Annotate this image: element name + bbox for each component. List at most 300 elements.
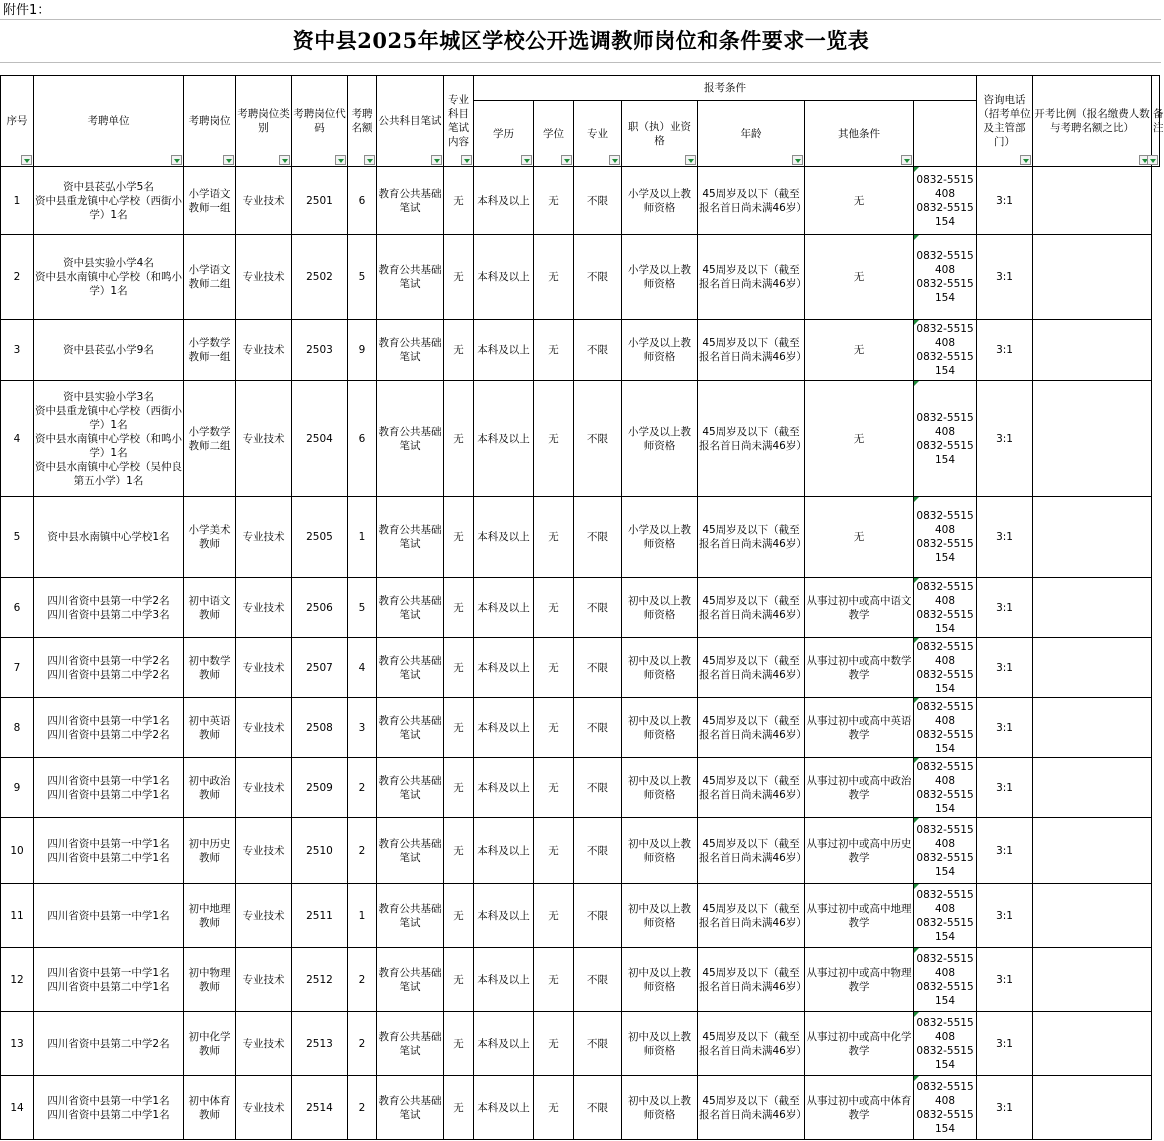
table-row xyxy=(1,884,1160,948)
cell-ratio[interactable]: 3:1 xyxy=(977,698,1033,758)
table-row xyxy=(1,948,1160,1012)
cell-education[interactable]: 本科及以上 xyxy=(474,818,534,884)
cell-degree[interactable]: 无 xyxy=(534,698,574,758)
cell-other[interactable]: 无 xyxy=(805,167,914,235)
cell-special-exam[interactable]: 无 xyxy=(444,320,474,381)
cell-code[interactable]: 2512 xyxy=(292,948,348,1012)
cell-major[interactable]: 不限 xyxy=(574,167,622,235)
cell-ratio[interactable]: 3:1 xyxy=(977,758,1033,818)
table-row xyxy=(1,578,1160,638)
cell-ratio[interactable]: 3:1 xyxy=(977,167,1033,235)
cell-seq[interactable]: 11 xyxy=(1,884,34,948)
cell-code[interactable]: 2513 xyxy=(292,1012,348,1076)
cell-title-qual[interactable]: 小学及以上教师资格 xyxy=(622,381,698,497)
filter-dropdown-icon[interactable] xyxy=(685,155,696,165)
cell-special-exam[interactable]: 无 xyxy=(444,1076,474,1140)
cell-major[interactable]: 不限 xyxy=(574,235,622,320)
cell-major[interactable]: 不限 xyxy=(574,497,622,578)
cell-remark[interactable] xyxy=(1033,1076,1152,1140)
cell-remark[interactable] xyxy=(1033,167,1152,235)
cell-phone[interactable]: 0832-5515408 0832-5515154 xyxy=(914,698,977,758)
cell-other[interactable]: 从事过初中或高中历史教学 xyxy=(805,818,914,884)
cell-education[interactable]: 本科及以上 xyxy=(474,638,534,698)
filter-dropdown-icon[interactable] xyxy=(461,155,472,165)
filter-dropdown-icon[interactable] xyxy=(21,155,32,165)
cell-age[interactable]: 45周岁及以下（截至报名首日尚未满46岁） xyxy=(698,884,805,948)
header-education[interactable] xyxy=(474,101,534,167)
header-post-label: 考聘岗位 xyxy=(188,115,231,127)
filter-dropdown-icon[interactable] xyxy=(792,155,803,165)
filter-dropdown-icon[interactable] xyxy=(1020,155,1031,165)
table-row xyxy=(1,818,1160,884)
cell-quota[interactable]: 2 xyxy=(348,758,377,818)
cell-phone[interactable]: 0832-5515408 0832-5515154 xyxy=(914,578,977,638)
cell-seq[interactable]: 1 xyxy=(1,167,34,235)
header-quota[interactable] xyxy=(348,76,377,167)
table-row xyxy=(1,1012,1160,1076)
cell-degree[interactable]: 无 xyxy=(534,818,574,884)
cell-remark[interactable] xyxy=(1033,818,1152,884)
cell-other[interactable]: 无 xyxy=(805,381,914,497)
cell-quota[interactable]: 6 xyxy=(348,381,377,497)
cell-ratio[interactable]: 3:1 xyxy=(977,638,1033,698)
cell-other[interactable]: 从事过初中或高中地理教学 xyxy=(805,884,914,948)
cell-phone[interactable]: 0832-5515408 0832-5515154 xyxy=(914,638,977,698)
cell-code[interactable]: 2501 xyxy=(292,167,348,235)
cell-remark[interactable] xyxy=(1033,698,1152,758)
cell-other[interactable]: 无 xyxy=(805,320,914,381)
cell-public-exam[interactable]: 教育公共基础笔试 xyxy=(377,167,444,235)
cell-category[interactable]: 专业技术 xyxy=(236,884,292,948)
filter-dropdown-icon[interactable] xyxy=(521,155,532,165)
filter-dropdown-icon[interactable] xyxy=(1147,155,1158,165)
cell-ratio[interactable]: 3:1 xyxy=(977,1012,1033,1076)
filter-dropdown-icon[interactable] xyxy=(335,155,346,165)
header-remark-label: 备注 xyxy=(1153,108,1164,134)
header-post[interactable] xyxy=(184,76,236,167)
cell-title-qual[interactable]: 初中及以上教师资格 xyxy=(622,758,698,818)
cell-unit[interactable]: 四川省资中县第二中学2名 xyxy=(34,1012,184,1076)
cell-category[interactable]: 专业技术 xyxy=(236,948,292,1012)
cell-special-exam[interactable]: 无 xyxy=(444,884,474,948)
cell-post[interactable]: 小学语文教师二组 xyxy=(184,235,236,320)
cell-major[interactable]: 不限 xyxy=(574,1076,622,1140)
header-public-exam[interactable] xyxy=(377,76,444,167)
cell-education[interactable]: 本科及以上 xyxy=(474,1012,534,1076)
header-major-label: 专业 xyxy=(587,127,608,140)
cell-age[interactable]: 45周岁及以下（截至报名首日尚未满46岁） xyxy=(698,948,805,1012)
cell-post[interactable]: 初中英语教师 xyxy=(184,698,236,758)
cell-major[interactable]: 不限 xyxy=(574,948,622,1012)
cell-category[interactable]: 专业技术 xyxy=(236,235,292,320)
cell-seq[interactable]: 9 xyxy=(1,758,34,818)
attachment-label: 附件1： xyxy=(3,3,51,18)
cell-post[interactable]: 初中化学教师 xyxy=(184,1012,236,1076)
cell-post[interactable]: 初中政治教师 xyxy=(184,758,236,818)
cell-special-exam[interactable]: 无 xyxy=(444,818,474,884)
header-category[interactable] xyxy=(236,76,292,167)
cell-other[interactable]: 无 xyxy=(805,235,914,320)
cell-degree[interactable]: 无 xyxy=(534,948,574,1012)
cell-remark[interactable] xyxy=(1033,497,1152,578)
cell-code[interactable]: 2503 xyxy=(292,320,348,381)
cell-code[interactable]: 2507 xyxy=(292,638,348,698)
header-code-label: 考聘岗位代码 xyxy=(293,108,346,134)
header-title-qual-label: 职（执）业资格 xyxy=(628,120,691,147)
cell-age[interactable]: 45周岁及以下（截至报名首日尚未满46岁） xyxy=(698,320,805,381)
cell-major[interactable]: 不限 xyxy=(574,638,622,698)
cell-unit[interactable]: 四川省资中县第一中学1名 四川省资中县第二中学1名 xyxy=(34,818,184,884)
header-seq[interactable] xyxy=(1,76,34,167)
cell-code[interactable]: 2510 xyxy=(292,818,348,884)
cell-education[interactable]: 本科及以上 xyxy=(474,497,534,578)
table-row xyxy=(1,320,1160,381)
cell-title-qual[interactable]: 小学及以上教师资格 xyxy=(622,167,698,235)
cell-phone[interactable]: 0832-5515408 0832-5515154 xyxy=(914,320,977,381)
cell-category[interactable]: 专业技术 xyxy=(236,381,292,497)
cell-unit[interactable]: 四川省资中县第一中学1名 xyxy=(34,884,184,948)
cell-age[interactable]: 45周岁及以下（截至报名首日尚未满46岁） xyxy=(698,1076,805,1140)
table-row xyxy=(1,235,1160,320)
cell-ratio[interactable]: 3:1 xyxy=(977,578,1033,638)
cell-degree[interactable]: 无 xyxy=(534,884,574,948)
cell-code[interactable]: 2506 xyxy=(292,578,348,638)
cell-unit[interactable]: 资中县实验小学3名 资中县重龙镇中心学校（西街小学）1名 资中县水南镇中心学校（和鸣小学）1名 资中县水南镇中心学校（吴仲良第五小学）1名 xyxy=(34,381,184,497)
cell-seq[interactable]: 7 xyxy=(1,638,34,698)
header-remark[interactable] xyxy=(1152,76,1164,167)
header-quota-label: 考聘名额 xyxy=(351,108,373,134)
cell-major[interactable]: 不限 xyxy=(574,758,622,818)
cell-quota[interactable]: 5 xyxy=(348,578,377,638)
cell-seq[interactable]: 12 xyxy=(1,948,34,1012)
cell-education[interactable]: 本科及以上 xyxy=(474,758,534,818)
cell-ratio[interactable]: 3:1 xyxy=(977,320,1033,381)
cell-quota[interactable]: 3 xyxy=(348,698,377,758)
cell-phone[interactable]: 0832-5515408 0832-5515154 xyxy=(914,497,977,578)
cell-ratio[interactable]: 3:1 xyxy=(977,948,1033,1012)
cell-phone[interactable]: 0832-5515408 0832-5515154 xyxy=(914,758,977,818)
cell-unit[interactable]: 资中县苌弘小学9名 xyxy=(34,320,184,381)
cell-remark[interactable] xyxy=(1033,948,1152,1012)
cell-remark[interactable] xyxy=(1033,578,1152,638)
table-row xyxy=(1,758,1160,818)
cell-unit[interactable]: 四川省资中县第一中学2名 四川省资中县第二中学2名 xyxy=(34,638,184,698)
cell-post[interactable]: 初中地理教师 xyxy=(184,884,236,948)
cell-public-exam[interactable]: 教育公共基础笔试 xyxy=(377,758,444,818)
cell-age[interactable]: 45周岁及以下（截至报名首日尚未满46岁） xyxy=(698,638,805,698)
cell-quota[interactable]: 1 xyxy=(348,884,377,948)
header-code[interactable] xyxy=(292,76,348,167)
filter-dropdown-icon[interactable] xyxy=(561,155,572,165)
cell-phone[interactable]: 0832-5515408 0832-5515154 xyxy=(914,818,977,884)
cell-degree[interactable]: 无 xyxy=(534,320,574,381)
cell-ratio[interactable]: 3:1 xyxy=(977,497,1033,578)
header-special-exam-label: 专业科目笔试内容 xyxy=(448,94,469,148)
cell-category[interactable]: 专业技术 xyxy=(236,497,292,578)
cell-title-qual[interactable]: 初中及以上教师资格 xyxy=(622,948,698,1012)
header-title-qual[interactable] xyxy=(622,101,698,167)
header-phone[interactable] xyxy=(977,76,1033,167)
cell-special-exam[interactable]: 无 xyxy=(444,1012,474,1076)
cell-unit[interactable]: 四川省资中县第一中学1名 四川省资中县第二中学2名 xyxy=(34,698,184,758)
cell-code[interactable]: 2504 xyxy=(292,381,348,497)
cell-degree[interactable]: 无 xyxy=(534,381,574,497)
header-unit[interactable] xyxy=(34,76,184,167)
cell-major[interactable]: 不限 xyxy=(574,381,622,497)
cell-quota[interactable]: 9 xyxy=(348,320,377,381)
cell-seq[interactable]: 5 xyxy=(1,497,34,578)
cell-public-exam[interactable]: 教育公共基础笔试 xyxy=(377,381,444,497)
header-conditions[interactable]: 报考条件 xyxy=(474,76,977,101)
header-major[interactable] xyxy=(574,101,622,167)
cell-other[interactable]: 无 xyxy=(805,497,914,578)
cell-degree[interactable]: 无 xyxy=(534,497,574,578)
cell-education[interactable]: 本科及以上 xyxy=(474,235,534,320)
header-other[interactable] xyxy=(805,101,914,167)
cell-education[interactable]: 本科及以上 xyxy=(474,884,534,948)
cell-title-qual[interactable]: 小学及以上教师资格 xyxy=(622,235,698,320)
cell-code[interactable]: 2505 xyxy=(292,497,348,578)
cell-public-exam[interactable]: 教育公共基础笔试 xyxy=(377,497,444,578)
cell-special-exam[interactable]: 无 xyxy=(444,381,474,497)
cell-major[interactable]: 不限 xyxy=(574,320,622,381)
cell-education[interactable]: 本科及以上 xyxy=(474,948,534,1012)
cell-degree[interactable]: 无 xyxy=(534,638,574,698)
cell-age[interactable]: 45周岁及以下（截至报名首日尚未满46岁） xyxy=(698,758,805,818)
header-public-exam-label: 公共科目笔试 xyxy=(378,115,442,127)
cell-public-exam[interactable]: 教育公共基础笔试 xyxy=(377,818,444,884)
cell-age[interactable]: 45周岁及以下（截至报名首日尚未满46岁） xyxy=(698,235,805,320)
cell-ratio[interactable]: 3:1 xyxy=(977,235,1033,320)
cell-unit[interactable]: 资中县实验小学4名 资中县水南镇中心学校（和鸣小学）1名 xyxy=(34,235,184,320)
cell-age[interactable]: 45周岁及以下（截至报名首日尚未满46岁） xyxy=(698,381,805,497)
cell-code[interactable]: 2508 xyxy=(292,698,348,758)
cell-public-exam[interactable]: 教育公共基础笔试 xyxy=(377,948,444,1012)
positions-table xyxy=(0,75,1164,1140)
cell-public-exam[interactable]: 教育公共基础笔试 xyxy=(377,1012,444,1076)
cell-unit[interactable]: 资中县苌弘小学5名 资中县重龙镇中心学校（西街小学）1名 xyxy=(34,167,184,235)
cell-major[interactable]: 不限 xyxy=(574,698,622,758)
cell-code[interactable]: 2514 xyxy=(292,1076,348,1140)
cell-code[interactable]: 2511 xyxy=(292,884,348,948)
cell-post[interactable]: 初中体育教师 xyxy=(184,1076,236,1140)
cell-title-qual[interactable]: 初中及以上教师资格 xyxy=(622,578,698,638)
cell-ratio[interactable]: 3:1 xyxy=(977,381,1033,497)
cell-ratio[interactable]: 3:1 xyxy=(977,818,1033,884)
table-row xyxy=(1,167,1160,235)
cell-seq[interactable]: 3 xyxy=(1,320,34,381)
cell-special-exam[interactable]: 无 xyxy=(444,638,474,698)
cell-post[interactable]: 初中历史教师 xyxy=(184,818,236,884)
cell-post[interactable]: 小学数学教师二组 xyxy=(184,381,236,497)
header-ratio[interactable] xyxy=(1033,76,1152,167)
cell-quota[interactable]: 2 xyxy=(348,1012,377,1076)
cell-category[interactable]: 专业技术 xyxy=(236,1012,292,1076)
cell-other[interactable]: 从事过初中或高中政治教学 xyxy=(805,758,914,818)
cell-age[interactable]: 45周岁及以下（截至报名首日尚未满46岁） xyxy=(698,167,805,235)
cell-unit[interactable]: 资中县水南镇中心学校1名 xyxy=(34,497,184,578)
cell-seq[interactable]: 14 xyxy=(1,1076,34,1140)
filter-dropdown-icon[interactable] xyxy=(279,155,290,165)
header-degree[interactable] xyxy=(534,101,574,167)
header-age[interactable] xyxy=(698,101,805,167)
cell-public-exam[interactable]: 教育公共基础笔试 xyxy=(377,638,444,698)
header-ratio-label: 开考比例（报名缴费人数与考聘名额之比） xyxy=(1034,108,1150,134)
cell-major[interactable]: 不限 xyxy=(574,884,622,948)
cell-category[interactable]: 专业技术 xyxy=(236,167,292,235)
cell-special-exam[interactable]: 无 xyxy=(444,497,474,578)
table-row xyxy=(1,638,1160,698)
cell-degree[interactable]: 无 xyxy=(534,758,574,818)
cell-degree[interactable]: 无 xyxy=(534,1012,574,1076)
cell-degree[interactable]: 无 xyxy=(534,578,574,638)
header-seq-label: 序号 xyxy=(6,115,28,127)
cell-education[interactable]: 本科及以上 xyxy=(474,698,534,758)
filter-dropdown-icon[interactable] xyxy=(901,155,912,165)
cell-quota[interactable]: 2 xyxy=(348,1076,377,1140)
cell-code[interactable]: 2509 xyxy=(292,758,348,818)
cell-public-exam[interactable]: 教育公共基础笔试 xyxy=(377,320,444,381)
cell-seq[interactable]: 10 xyxy=(1,818,34,884)
cell-remark[interactable] xyxy=(1033,638,1152,698)
cell-age[interactable]: 45周岁及以下（截至报名首日尚未满46岁） xyxy=(698,698,805,758)
cell-education[interactable]: 本科及以上 xyxy=(474,381,534,497)
cell-public-exam[interactable]: 教育公共基础笔试 xyxy=(377,235,444,320)
cell-title-qual[interactable]: 初中及以上教师资格 xyxy=(622,884,698,948)
header-category-label: 考聘岗位类别 xyxy=(237,108,290,134)
cell-phone[interactable]: 0832-5515408 0832-5515154 xyxy=(914,884,977,948)
cell-other[interactable]: 从事过初中或高中数学教学 xyxy=(805,638,914,698)
cell-degree[interactable]: 无 xyxy=(534,235,574,320)
cell-age[interactable]: 45周岁及以下（截至报名首日尚未满46岁） xyxy=(698,578,805,638)
cell-seq[interactable]: 2 xyxy=(1,235,34,320)
cell-public-exam[interactable]: 教育公共基础笔试 xyxy=(377,1076,444,1140)
cell-special-exam[interactable]: 无 xyxy=(444,167,474,235)
cell-title-qual[interactable]: 初中及以上教师资格 xyxy=(622,1076,698,1140)
cell-special-exam[interactable]: 无 xyxy=(444,698,474,758)
cell-post[interactable]: 初中语文教师 xyxy=(184,578,236,638)
cell-seq[interactable]: 13 xyxy=(1,1012,34,1076)
filter-dropdown-icon[interactable] xyxy=(431,155,442,165)
cell-post[interactable]: 小学数学教师一组 xyxy=(184,320,236,381)
cell-title-qual[interactable]: 初中及以上教师资格 xyxy=(622,638,698,698)
cell-public-exam[interactable]: 教育公共基础笔试 xyxy=(377,884,444,948)
cell-special-exam[interactable]: 无 xyxy=(444,235,474,320)
cell-unit[interactable]: 四川省资中县第一中学1名 四川省资中县第二中学1名 xyxy=(34,1076,184,1140)
cell-category[interactable]: 专业技术 xyxy=(236,758,292,818)
cell-ratio[interactable]: 3:1 xyxy=(977,1076,1033,1140)
table-body xyxy=(1,167,1160,1140)
cell-phone[interactable]: 0832-5515408 0832-5515154 xyxy=(914,167,977,235)
table-row xyxy=(1,497,1160,578)
cell-phone[interactable]: 0832-5515408 0832-5515154 xyxy=(914,381,977,497)
cell-remark[interactable] xyxy=(1033,758,1152,818)
cell-seq[interactable]: 6 xyxy=(1,578,34,638)
cell-code[interactable]: 2502 xyxy=(292,235,348,320)
cell-major[interactable]: 不限 xyxy=(574,578,622,638)
cell-category[interactable]: 专业技术 xyxy=(236,578,292,638)
filter-dropdown-icon[interactable] xyxy=(364,155,375,165)
cell-other[interactable]: 从事过初中或高中体育教学 xyxy=(805,1076,914,1140)
header-education-label: 学历 xyxy=(493,127,514,140)
cell-age[interactable]: 45周岁及以下（截至报名首日尚未满46岁） xyxy=(698,818,805,884)
cell-education[interactable]: 本科及以上 xyxy=(474,1076,534,1140)
table-row xyxy=(1,698,1160,758)
cell-remark[interactable] xyxy=(1033,381,1152,497)
cell-unit[interactable]: 四川省资中县第一中学1名 四川省资中县第二中学1名 xyxy=(34,948,184,1012)
cell-quota[interactable]: 6 xyxy=(348,167,377,235)
cell-seq[interactable]: 4 xyxy=(1,381,34,497)
cell-remark[interactable] xyxy=(1033,1012,1152,1076)
cell-unit[interactable]: 四川省资中县第一中学1名 四川省资中县第二中学1名 xyxy=(34,758,184,818)
cell-age[interactable]: 45周岁及以下（截至报名首日尚未满46岁） xyxy=(698,497,805,578)
cell-post[interactable]: 小学美术教师 xyxy=(184,497,236,578)
cell-post[interactable]: 初中物理教师 xyxy=(184,948,236,1012)
cell-education[interactable]: 本科及以上 xyxy=(474,320,534,381)
cell-special-exam[interactable]: 无 xyxy=(444,578,474,638)
cell-ratio[interactable]: 3:1 xyxy=(977,884,1033,948)
cell-remark[interactable] xyxy=(1033,235,1152,320)
cell-special-exam[interactable]: 无 xyxy=(444,758,474,818)
cell-category[interactable]: 专业技术 xyxy=(236,320,292,381)
cell-phone[interactable]: 0832-5515408 0832-5515154 xyxy=(914,1076,977,1140)
cell-category[interactable]: 专业技术 xyxy=(236,818,292,884)
cell-public-exam[interactable]: 教育公共基础笔试 xyxy=(377,698,444,758)
cell-other[interactable]: 从事过初中或高中英语教学 xyxy=(805,698,914,758)
cell-category[interactable]: 专业技术 xyxy=(236,638,292,698)
cell-age[interactable]: 45周岁及以下（截至报名首日尚未满46岁） xyxy=(698,1012,805,1076)
cell-phone[interactable]: 0832-5515408 0832-5515154 xyxy=(914,1012,977,1076)
cell-unit[interactable]: 四川省资中县第一中学2名 四川省资中县第二中学3名 xyxy=(34,578,184,638)
cell-other[interactable]: 从事过初中或高中物理教学 xyxy=(805,948,914,1012)
filter-dropdown-icon[interactable] xyxy=(171,155,182,165)
cell-education[interactable]: 本科及以上 xyxy=(474,578,534,638)
cell-remark[interactable] xyxy=(1033,884,1152,948)
cell-post[interactable]: 初中数学教师 xyxy=(184,638,236,698)
cell-remark[interactable] xyxy=(1033,320,1152,381)
cell-public-exam[interactable]: 教育公共基础笔试 xyxy=(377,578,444,638)
cell-category[interactable]: 专业技术 xyxy=(236,1076,292,1140)
cell-major[interactable]: 不限 xyxy=(574,818,622,884)
cell-degree[interactable]: 无 xyxy=(534,167,574,235)
cell-quota[interactable]: 1 xyxy=(348,497,377,578)
cell-seq[interactable]: 8 xyxy=(1,698,34,758)
cell-degree[interactable]: 无 xyxy=(534,1076,574,1140)
cell-quota[interactable]: 2 xyxy=(348,948,377,1012)
cell-post[interactable]: 小学语文教师一组 xyxy=(184,167,236,235)
filter-dropdown-icon[interactable] xyxy=(223,155,234,165)
cell-phone[interactable]: 0832-5515408 0832-5515154 xyxy=(914,948,977,1012)
cell-special-exam[interactable]: 无 xyxy=(444,948,474,1012)
cell-other[interactable]: 从事过初中或高中化学教学 xyxy=(805,1012,914,1076)
cell-quota[interactable]: 2 xyxy=(348,818,377,884)
cell-title-qual[interactable]: 初中及以上教师资格 xyxy=(622,698,698,758)
cell-quota[interactable]: 4 xyxy=(348,638,377,698)
filter-dropdown-icon[interactable] xyxy=(609,155,620,165)
cell-title-qual[interactable]: 小学及以上教师资格 xyxy=(622,320,698,381)
cell-category[interactable]: 专业技术 xyxy=(236,698,292,758)
cell-title-qual[interactable]: 初中及以上教师资格 xyxy=(622,818,698,884)
cell-education[interactable]: 本科及以上 xyxy=(474,167,534,235)
table-row xyxy=(1,381,1160,497)
cell-major[interactable]: 不限 xyxy=(574,1012,622,1076)
cell-title-qual[interactable]: 初中及以上教师资格 xyxy=(622,1012,698,1076)
cell-other[interactable]: 从事过初中或高中语文教学 xyxy=(805,578,914,638)
cell-title-qual[interactable]: 小学及以上教师资格 xyxy=(622,497,698,578)
header-special-exam[interactable] xyxy=(444,76,474,167)
cell-phone[interactable]: 0832-5515408 0832-5515154 xyxy=(914,235,977,320)
cell-quota[interactable]: 5 xyxy=(348,235,377,320)
